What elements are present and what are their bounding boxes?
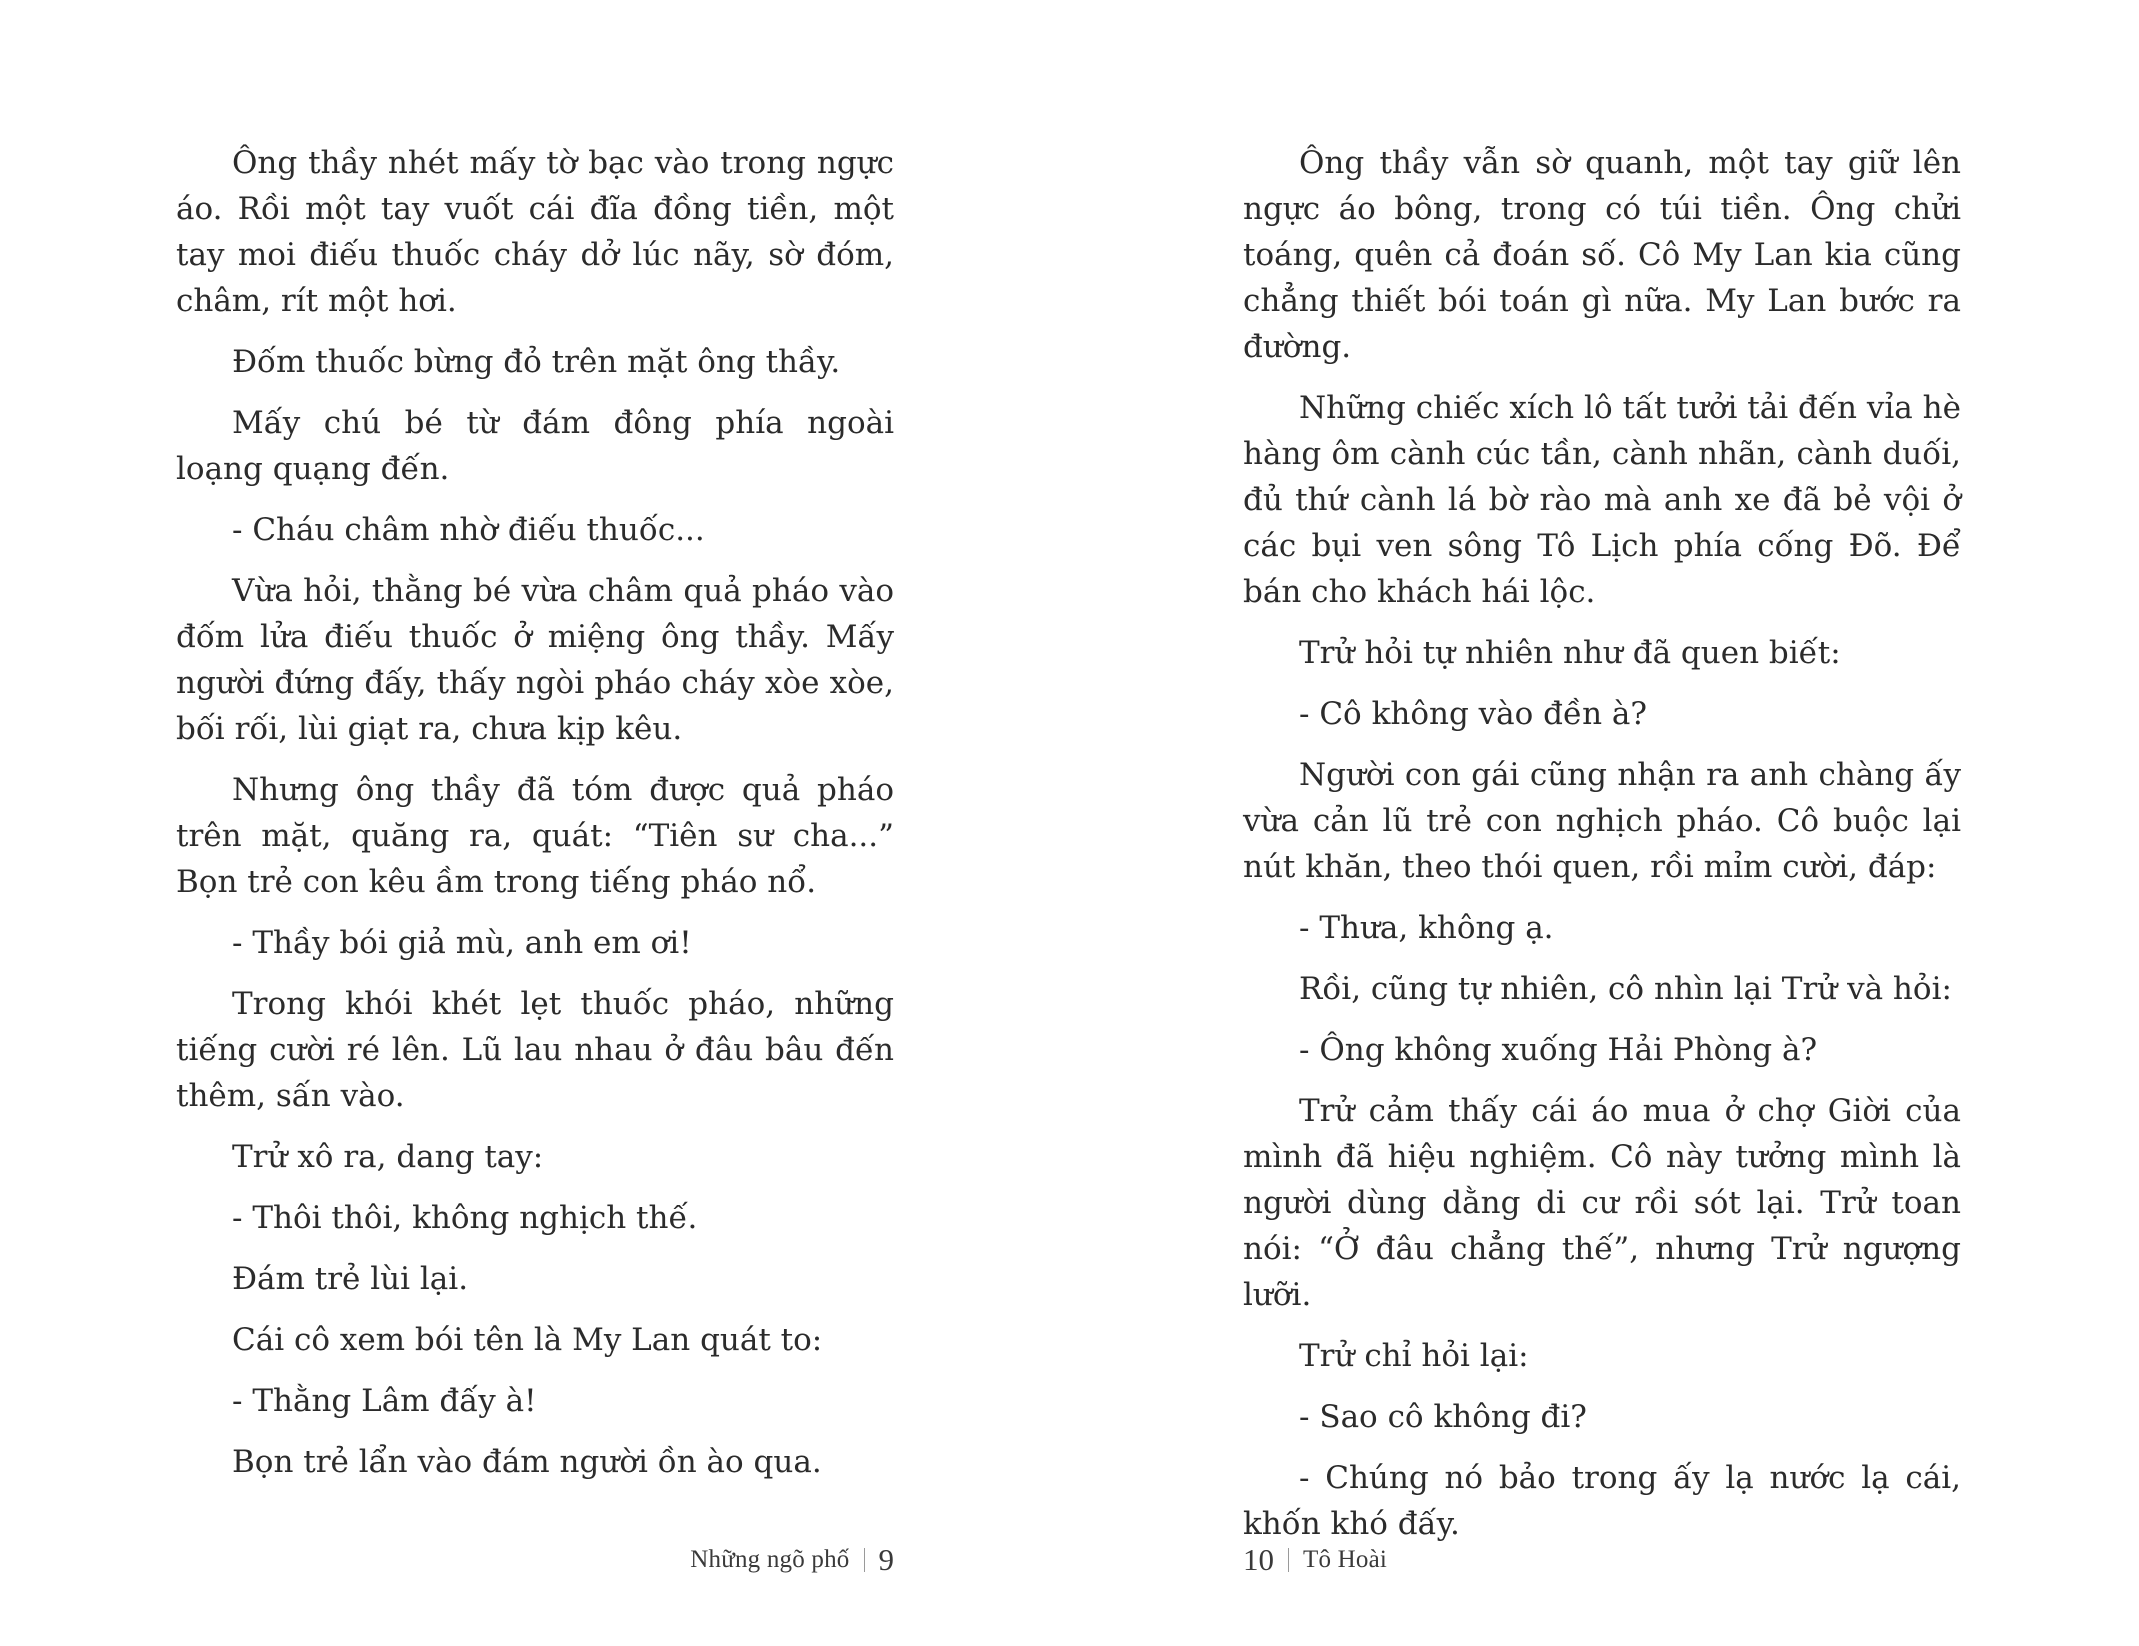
paragraph: Người con gái cũng nhận ra anh chàng ấy vừa cản lũ trẻ con nghịch pháo. Cô buộc lại nút khăn, theo thói quen, rồi mỉm cười, đáp: (1243, 757, 1961, 885)
paragraph: Đám trẻ lùi lại. (232, 1261, 469, 1297)
paragraph: - Thầy bói giả mù, anh em ơi! (232, 925, 692, 961)
paragraph: Những chiếc xích lô tất tưởi tải đến vỉa hè hàng ôm cành cúc tần, cành nhãn, cành duối, đủ thứ cành lá bờ rào mà anh xe đã bẻ vội ở các bụi ven sông Tô Lịch phía cống Đõ. Để bán cho khách hái lộc. (1243, 390, 1961, 610)
paragraph: Bọn trẻ lẩn vào đám người ồn ào qua. (232, 1444, 822, 1480)
paragraph: Mấy chú bé từ đám đông phía ngoài loạng quạng đến. (176, 405, 894, 487)
paragraph: Rồi, cũng tự nhiên, cô nhìn lại Trử và hỏi: (1299, 971, 1952, 1007)
page-number: 10 (1243, 1542, 1274, 1577)
left-page-footer (560, 1540, 894, 1580)
paragraph: Vừa hỏi, thằng bé vừa châm quả pháo vào đốm lửa điếu thuốc ở miệng ông thầy. Mấy người đứng đấy, thấy ngòi pháo cháy xòe xòe, bối rối, lùi giạt ra, chưa kịp kêu. (176, 573, 894, 747)
paragraph: - Thôi thôi, không nghịch thế. (232, 1200, 698, 1236)
paragraph: - Thưa, không ạ. (1299, 910, 1554, 946)
paragraph: Trử chỉ hỏi lại: (1299, 1338, 1529, 1374)
paragraph: - Ông không xuống Hải Phòng à? (1299, 1032, 1818, 1068)
paragraph: - Cô không vào đền à? (1299, 696, 1647, 732)
page-number: 9 (878, 1542, 894, 1577)
paragraph: Ông thầy vẫn sờ quanh, một tay giữ lên ngực áo bông, trong có túi tiền. Ông chửi toáng, quên cả đoán số. Cô My Lan kia cũng chẳng thiết bói toán gì nữa. My Lan bước ra đường. (1243, 145, 1961, 365)
paragraph: Trong khói khét lẹt thuốc pháo, những tiếng cười ré lên. Lũ lau nhau ở đâu bâu đến thêm, sấn vào. (176, 986, 894, 1114)
paragraph: Trử xô ra, dang tay: (232, 1139, 544, 1175)
paragraph: - Cháu châm nhờ điếu thuốc... (232, 512, 705, 548)
paragraph: Ông thầy nhét mấy tờ bạc vào trong ngực áo. Rồi một tay vuốt cái đĩa đồng tiền, một tay moi điếu thuốc cháy dở lúc nãy, sờ đóm, châm, rít một hơi. (176, 145, 894, 319)
paragraph: - Thằng Lâm đấy à! (232, 1383, 537, 1419)
paragraph: Trử hỏi tự nhiên như đã quen biết: (1299, 635, 1841, 671)
paragraph: Trử cảm thấy cái áo mua ở chợ Giời của mình đã hiệu nghiệm. Cô này tưởng mình là người dùng dằng di cư rồi sót lại. Trử toan nói: “Ở đâu chẳng thế”, nhưng Trử ngượng lưỡi. (1243, 1093, 1961, 1313)
right-page (1243, 140, 1961, 1547)
footer-divider (864, 1548, 865, 1572)
paragraph: - Chúng nó bảo trong ấy lạ nước lạ cái, khốn khó đấy. (1243, 1460, 1961, 1542)
footer-divider (1288, 1548, 1289, 1572)
paragraph: Nhưng ông thầy đã tóm được quả pháo trên mặt, quăng ra, quát: “Tiên sư cha...” Bọn trẻ con kêu ầm trong tiếng pháo nổ. (176, 772, 894, 900)
running-title: Tô Hoài (1303, 1546, 1388, 1573)
paragraph: Cái cô xem bói tên là My Lan quát to: (232, 1322, 823, 1358)
running-title: Những ngõ phố (690, 1546, 850, 1573)
right-page-footer (1243, 1540, 1643, 1580)
paragraph: - Sao cô không đi? (1299, 1399, 1587, 1435)
paragraph: Đốm thuốc bừng đỏ trên mặt ông thầy. (232, 344, 841, 380)
left-page (176, 140, 894, 1485)
